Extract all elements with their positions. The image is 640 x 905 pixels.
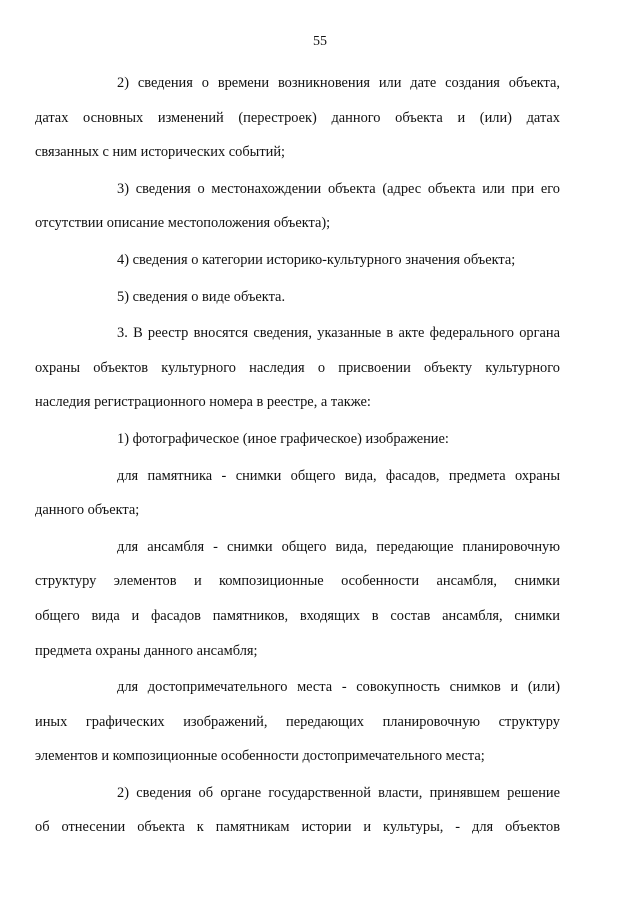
text-line: данного объекта; [35, 502, 140, 519]
text-line: для памятника - снимки общего вида, фасадов, предмета охраны [117, 467, 560, 484]
document-body [35, 66, 560, 847]
text-line: предмета охраны данного ансамбля; [35, 642, 258, 659]
text-line: иных графических изображений, передающих планировочную структуру [35, 713, 560, 730]
paragraph-landmark [35, 670, 560, 774]
text-line: об отнесении объекта к памятникам истории и культуры, - для объектов [35, 819, 560, 836]
page-number: 55 [313, 34, 327, 49]
text-line: 2) сведения о времени возникновения или дате создания объекта, [117, 75, 560, 91]
paragraph-item-2-authority [35, 776, 560, 845]
text-line: для ансамбля - снимки общего вида, передающие планировочную [117, 538, 560, 555]
text-line: связанных с ним исторических событий; [35, 144, 286, 161]
paragraph-monument [35, 459, 560, 528]
text-line: 5) сведения о виде объекта. [117, 288, 286, 305]
text-line: структуру элементов и композиционные особенности ансамбля, снимки [35, 573, 560, 590]
text-line: 1) фотографическое (иное графическое) изображение: [117, 430, 449, 447]
paragraph-item-2-dates [35, 66, 560, 170]
text-line: для достопримечательного места - совокупность снимков и (или) [117, 679, 560, 696]
text-line: элементов и композиционные особенности достопримечательного места; [35, 748, 485, 765]
text-line: 4) сведения о категории историко-культурного значения объекта; [117, 251, 516, 268]
text-line: наследия регистрационного номера в реестре, а также: [35, 394, 371, 411]
text-line: 3) сведения о местонахождении объекта (адрес объекта или при его [117, 180, 560, 197]
paragraph-item-1-images [76, 422, 560, 457]
text-line: 3. В реестр вносятся сведения, указанные в акте федерального органа [117, 325, 560, 342]
text-line: охраны объектов культурного наследия о присвоении объекту культурного [35, 359, 560, 376]
text-line: общего вида и фасадов памятников, входящих в состав ансамбля, снимки [35, 607, 560, 624]
paragraph-clause-3 [35, 316, 560, 420]
paragraph-item-3-location [35, 172, 560, 241]
text-line: отсутствии описание местоположения объекта); [35, 215, 331, 232]
paragraph-item-4-category [76, 243, 560, 278]
text-line: 2) сведения об органе государственной власти, принявшем решение [117, 784, 560, 801]
text-line: датах основных изменений (перестроек) данного объекта и (или) датах [35, 109, 560, 126]
paragraph-ensemble [35, 530, 560, 668]
paragraph-item-5-type [76, 280, 560, 315]
